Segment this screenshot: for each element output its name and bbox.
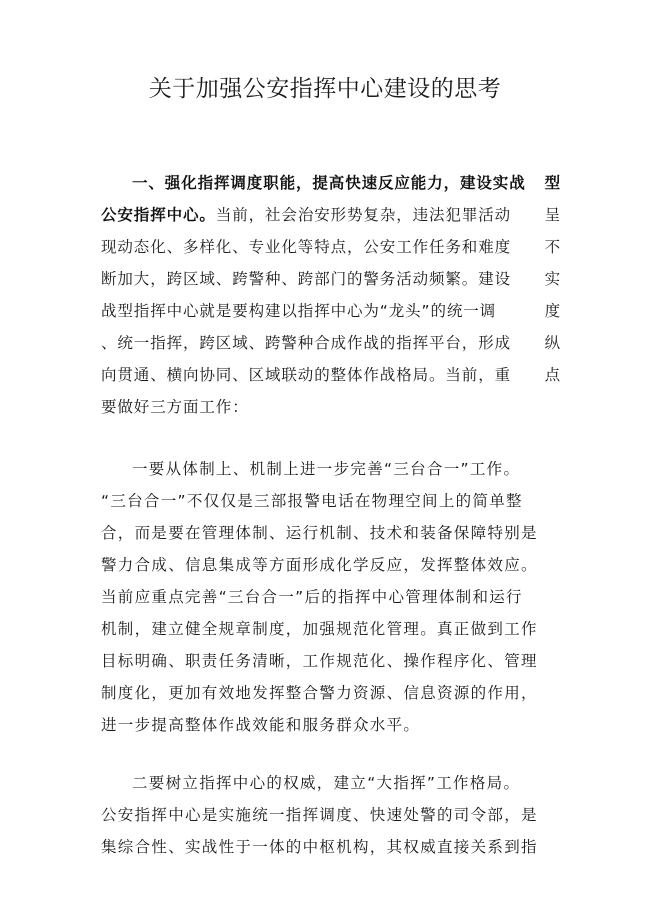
- section-1-line-7-text: 向贯通、横向协同、区域联动的整体作战格局。当前，重: [101, 366, 512, 384]
- section-2-line-1: 一要从体制上、机制上进一步完善“三台合一”工作。: [132, 460, 521, 478]
- section-1-line-6: [101, 333, 561, 353]
- section-1-heading: 一、强化指挥调度职能，提高快速反应能力，建设实战: [132, 174, 526, 192]
- section-1-line-4-tail: 实: [544, 270, 561, 288]
- section-1-line-7: [101, 365, 561, 385]
- section-1-line-2-text: 当前，社会治安形势复杂，违法犯罪活动: [215, 206, 512, 224]
- section-3-line-2: 公安指挥中心是实施统一指挥调度、快速处警的司令部，是: [101, 806, 538, 824]
- section-2-line-7: 目标明确、职责任务清晰，工作规范化、操作程序化、管理: [101, 652, 538, 670]
- section-1-line-3-text: 现动态化、多样化、专业化等特点，公安工作任务和难度: [101, 238, 512, 256]
- section-1-line-4-text: 断加大，跨区域、跨警种、跨部门的警务活动频繁。建设: [101, 270, 512, 288]
- section-2-line-6: 机制，建立健全规章制度，加强规范化管理。真正做到工作: [101, 620, 538, 638]
- section-1-line-8: 要做好三方面工作：: [101, 398, 249, 416]
- section-2-line-4: 警力合成、信息集成等方面形成化学反应，发挥整体效应。: [101, 556, 538, 574]
- section-2-line-3: 合，而是要在管理体制、运行机制、技术和装备保障特别是: [101, 524, 538, 542]
- section-1-line-3: [101, 237, 561, 257]
- section-3-line-3: 集综合性、实战性于一体的中枢机构，其权威直接关系到指: [101, 838, 538, 856]
- section-2-line-8: 制度化，更加有效地发挥整合警力资源、信息资源的作用，: [101, 684, 538, 702]
- section-1-heading-line: [132, 173, 561, 193]
- section-3-line-1: 二要树立指挥中心的权威，建立“大指挥”工作格局。: [132, 774, 521, 792]
- section-1-line-2: [101, 205, 561, 225]
- section-2-line-5: 当前应重点完善“三台合一”后的指挥中心管理体制和运行: [101, 588, 523, 606]
- section-1-line-6-text: 、统一指挥，跨区域、跨警种合成作战的指挥平台，形成: [101, 334, 512, 352]
- section-2-line-2: “三台合一”不仅仅是三部报警电话在物理空间上的简单整: [101, 492, 523, 510]
- section-1-line-2-tail: 呈: [544, 206, 561, 224]
- document-title: 关于加强公安指挥中心建设的思考: [148, 76, 502, 102]
- section-1-line-5-tail: 度: [544, 302, 561, 320]
- section-1-line-7-tail: 点: [544, 366, 561, 384]
- section-1-line-3-tail: 不: [544, 238, 561, 256]
- section-1-line-4: [101, 269, 561, 289]
- section-2-line-9: 进一步提高整体作战效能和服务群众水平。: [101, 716, 421, 734]
- section-1-line-5-text: 战型指挥中心就是要构建以指挥中心为“龙头”的统一调: [101, 302, 497, 320]
- section-1-heading-cont: 公安指挥中心。: [101, 206, 216, 224]
- section-1-line-5: [101, 301, 561, 321]
- section-1-heading-tail: 型: [544, 174, 561, 192]
- section-1-line-6-tail: 纵: [544, 334, 561, 352]
